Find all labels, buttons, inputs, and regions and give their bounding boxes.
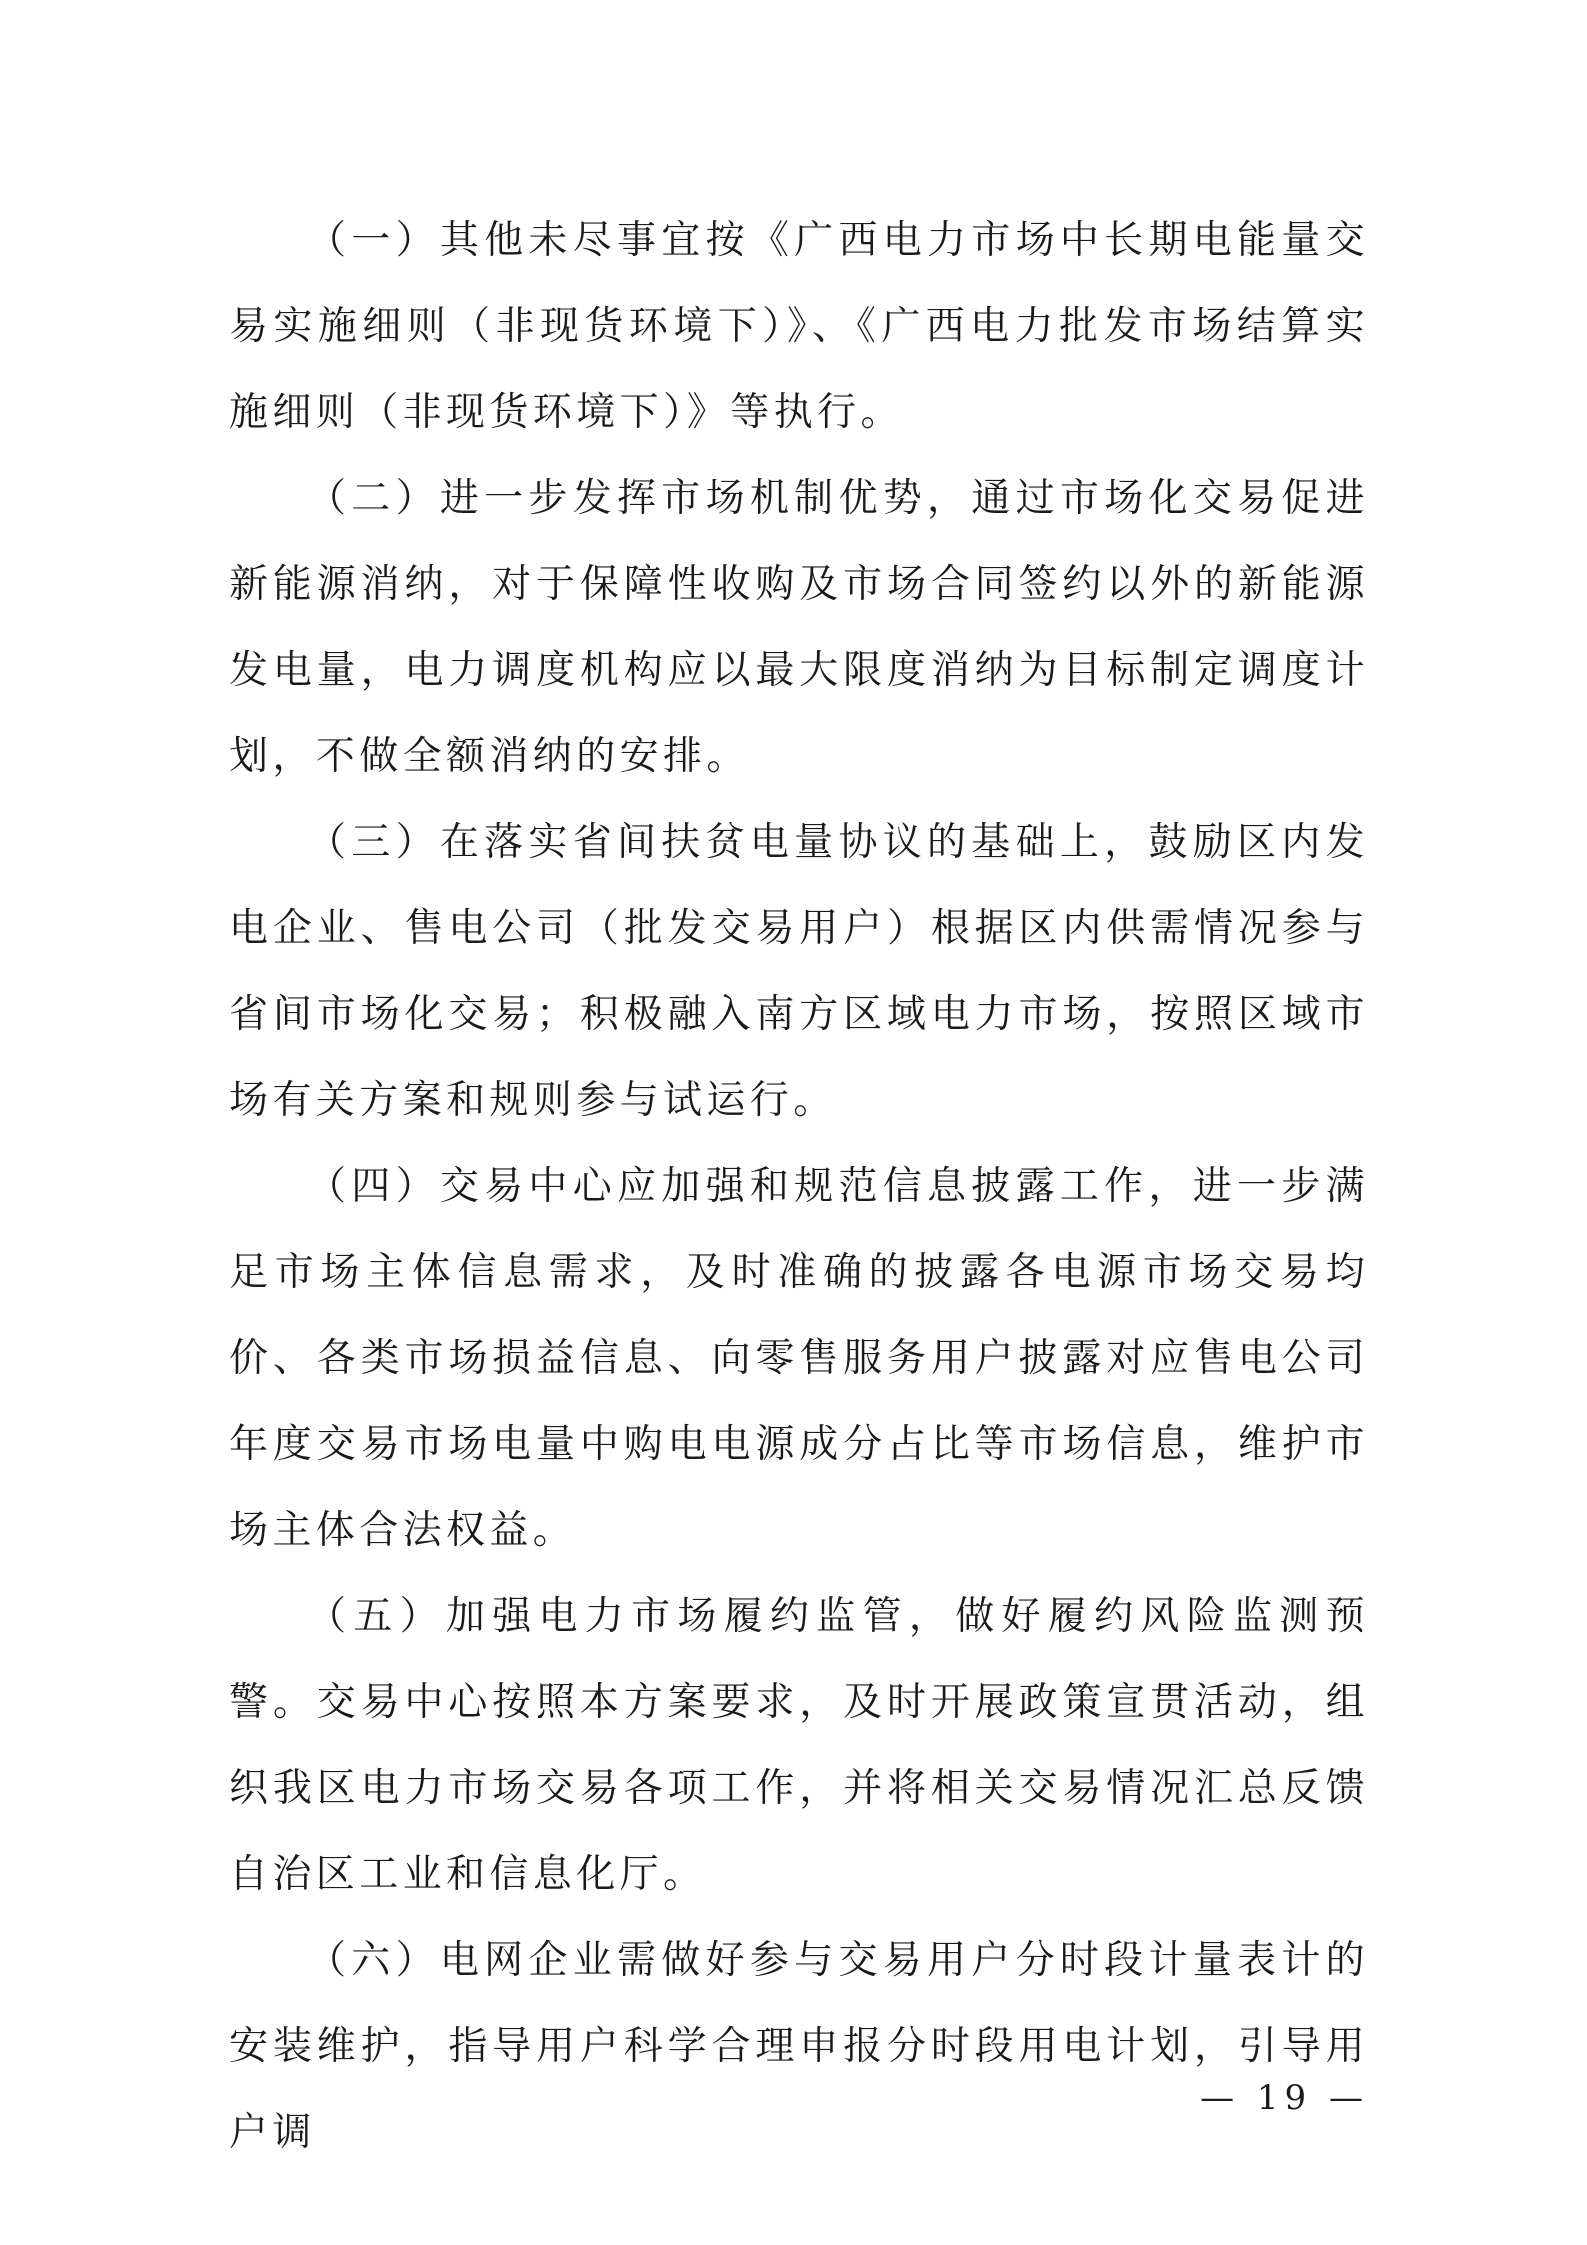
paragraph-2: （二）进一步发挥市场机制优势，通过市场化交易促进新能源消纳，对于保障性收购及市场合同签约以外的新能源发电量，电力调度机构应以最大限度消纳为目标制定调度计划，不做全额消纳的安排。 xyxy=(229,476,1369,779)
paragraph-3: （三）在落实省间扶贫电量协议的基础上，鼓励区内发电企业、售电公司（批发交易用户）根据区内供需情况参与省间市场化交易；积极融入南方区域电力市场，按照区域市场有关方案和规则参与试运行。 xyxy=(229,820,1369,1123)
document-body xyxy=(229,198,1369,2176)
paragraph-5: （五）加强电力市场履约监管，做好履约风险监测预警。交易中心按照本方案要求，及时开展政策宣贯活动，组织我区电力市场交易各项工作，并将相关交易情况汇总反馈自治区工业和信息化厅。 xyxy=(229,1594,1369,1897)
page-number: — 19 — xyxy=(1200,2078,1369,2118)
paragraph-6: （六）电网企业需做好参与交易用户分时段计量表计的安装维护，指导用户科学合理申报分时段用电计划，引导用户调 xyxy=(229,1938,1369,2155)
paragraph-1: （一）其他未尽事宜按《广西电力市场中长期电能量交易实施细则（非现货环境下）》、《广西电力批发市场结算实施细则（非现货环境下）》等执行。 xyxy=(229,218,1369,435)
paragraph-4: （四）交易中心应加强和规范信息披露工作，进一步满足市场主体信息需求，及时准确的披露各电源市场交易均价、各类市场损益信息、向零售服务用户披露对应售电公司年度交易市场电量中购电电源成分占比等市场信息，维护市场主体合法权益。 xyxy=(229,1164,1369,1553)
